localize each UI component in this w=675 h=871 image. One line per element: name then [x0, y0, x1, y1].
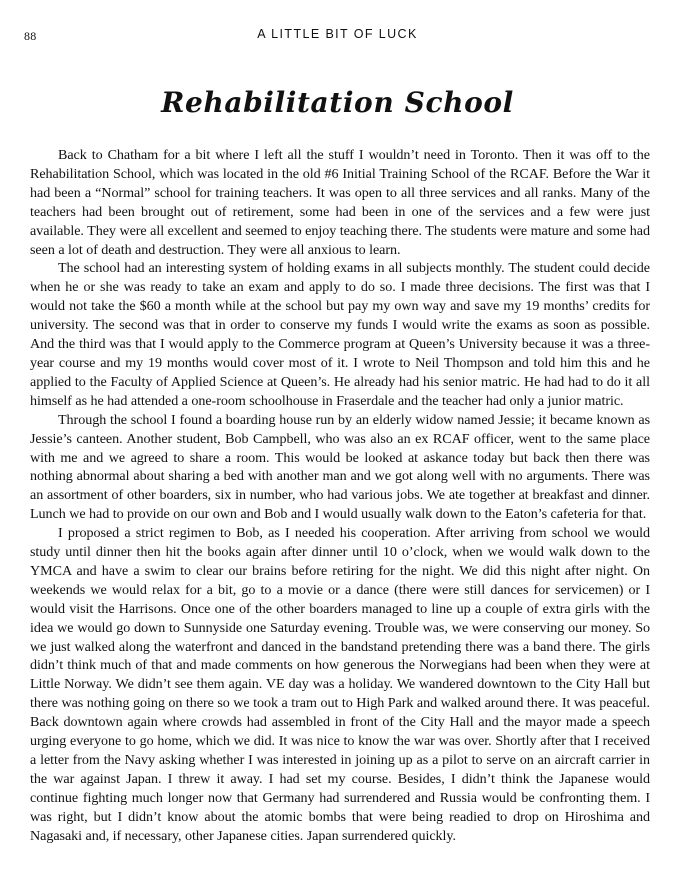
chapter-title: Rehabilitation School [161, 86, 514, 119]
running-header: A LITTLE BIT OF LUCK [257, 27, 418, 41]
paragraph-2: The school had an interesting system of holding exams in all subjects monthly. The student could decide when he or she was ready to take an exam and apply to do so. I made three decisions. The first was that I would not take the $60 a month while at the school but pay my own way and save my 19 months’ credits for university. The second was that in order to conserve my funds I would write the exams as soon as possible. And the third was that I would apply to the Commerce program at Queen’s University because it was a three-year course and my 19 months would cover most of it. I wrote to Neil Thompson and told him this and he applied to the Faculty of Applied Science at Queen’s. He already had his senior matric. He had had to do it all himself as he had attended a one-room schoolhouse in Fraserdale and the teacher had only a junior matric. [30, 260, 650, 409]
paragraph-1: Back to Chatham for a bit where I left all the stuff I wouldn’t need in Toronto. Then it was off to the Rehabilitation School, which was located in the old #6 Initial Training School of the RCAF. Before the War it had been a “Normal” school for training teachers. It was open to all three services and all ranks. Many of the teachers had been brought out of retirement, some had been in one of the services and a few were just available. They were all excellent and seemed to enjoy teaching there. The students were mature and some had seen a lot of death and destruction. They were all anxious to learn. [30, 147, 650, 258]
page-number: 88 [24, 29, 37, 43]
paragraph-4: I proposed a strict regimen to Bob, as I needed his cooperation. After arriving from school we would study until dinner then hit the books again after dinner until 10 o’clock, when we would walk down to the YMCA and have a swim to clear our brains before retiring for the night. We did this night after night. On weekends we would relax for a bit, go to a movie or a dance (there were still dances for servicemen) or I would visit the Harrisons. Once one of the other boarders managed to line up a couple of extra girls with the idea we would go down to Sunnyside one Saturday evening. Trouble was, we were conserving our money. So we just walked along the waterfront and danced in the bandstand pretending there was a band there. The girls didn’t think much of that and made comments on how generous the Norwegians had been when they were at Little Norway. We didn’t see them again. VE day was a holiday. We wandered downtown to the City Hall but there was nothing going on there so we took a tram out to High Park and walked around there. It was peaceful. Back downtown again where crowds had assembled in front of the City Hall and the mayor made a speech urging everyone to go home, which we did. It was nice to know the war was over. Shortly after that I received a letter from the Navy asking whether I was interested in joining up as a pilot to serve on an aircraft carrier in the war against Japan. I threw it away. I had set my course. Besides, I didn’t think the Japanese would continue fighting much longer now that Germany had surrendered and Russia would be confronting them. I was right, but I didn’t know about the atomic bombs that were being readied to drop on Hiroshima and Nagasaki and, if necessary, other Japanese cities. Japan surrendered quickly. [30, 525, 650, 844]
body-text [30, 146, 650, 846]
paragraph-3: Through the school I found a boarding house run by an elderly widow named Jessie; it became known as Jessie’s canteen. Another student, Bob Campbell, who was also an ex RCAF officer, went to the same place with me and we agreed to share a room. This would be looked at askance today but back then there was nothing abnormal about sharing a bed with another man and we got along well with no arguments. There was an assortment of other boarders, six in number, who had various jobs. We ate together at breakfast and dinner. Lunch we had to provide on our own and Bob and I would usually walk down to the Eaton’s cafeteria for that. [30, 411, 650, 523]
